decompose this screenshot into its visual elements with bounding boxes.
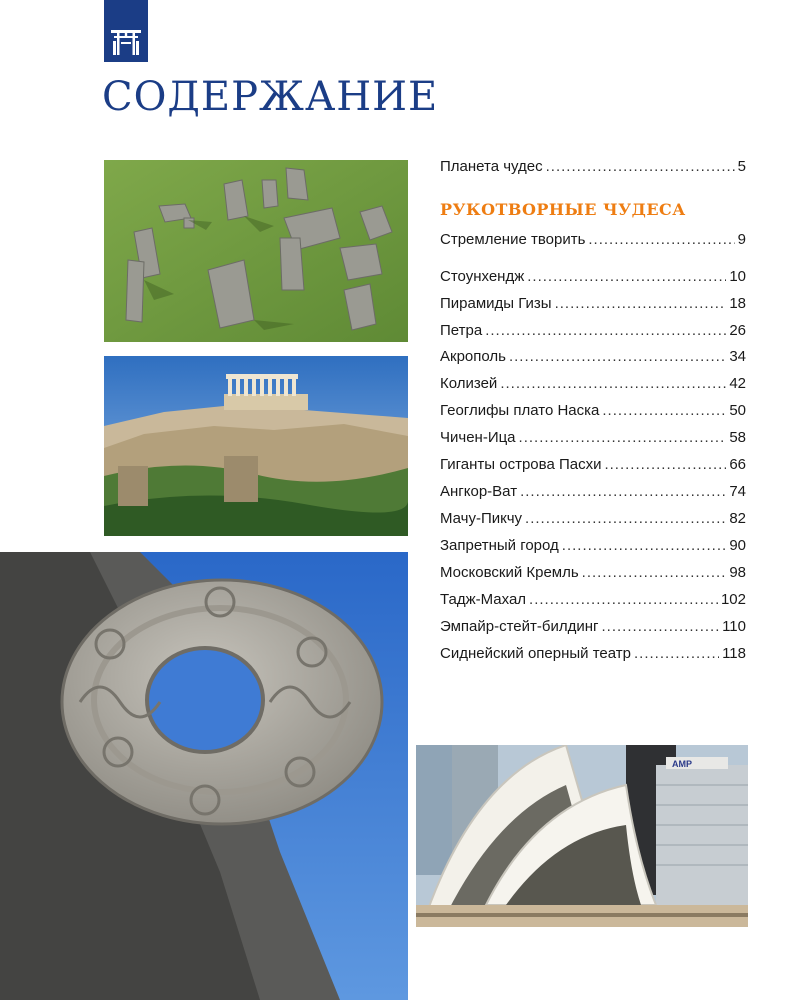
- toc-page: 10: [729, 268, 746, 285]
- toc-page: 9: [737, 231, 746, 248]
- leader-dots: [546, 158, 735, 175]
- torii-gate-icon: [110, 26, 142, 56]
- toc-label: Мачу-Пикчу: [440, 510, 523, 527]
- toc-label: Тадж-Махал: [440, 591, 527, 608]
- toc-page: 90: [729, 537, 746, 554]
- toc-label: Стремление творить: [440, 231, 586, 248]
- toc-entry[interactable]: [440, 645, 746, 665]
- sydney-opera-photo: [416, 745, 748, 927]
- leader-dots: [500, 375, 726, 392]
- toc-entry[interactable]: [440, 375, 746, 395]
- toc-page: 98: [729, 564, 746, 581]
- toc-page: 102: [720, 591, 746, 608]
- leader-dots: [529, 591, 718, 608]
- toc-label: Стоунхендж: [440, 268, 525, 285]
- leader-dots: [527, 268, 726, 285]
- section-heading: РУКОТВОРНЫЕ ЧУДЕСА: [440, 200, 686, 219]
- leader-dots: [555, 295, 727, 312]
- leader-dots: [604, 456, 726, 473]
- toc-page: 34: [729, 348, 746, 365]
- toc-label: Чичен-Ица: [440, 429, 516, 446]
- leader-dots: [520, 483, 726, 500]
- toc-entry[interactable]: [440, 322, 746, 342]
- toc-label: Геоглифы плато Наска: [440, 402, 600, 419]
- toc-label: Петра: [440, 322, 483, 339]
- stone-ring-photo: [0, 552, 408, 1000]
- toc-entry[interactable]: [440, 618, 746, 638]
- toc-page: 18: [729, 295, 746, 312]
- toc-page: 26: [729, 322, 746, 339]
- toc-entry[interactable]: [440, 591, 746, 611]
- acropolis-photo: [104, 356, 408, 536]
- leader-dots: [582, 564, 727, 581]
- toc-entry[interactable]: [440, 564, 746, 584]
- toc-label: Запретный город: [440, 537, 559, 554]
- toc-page: 82: [729, 510, 746, 527]
- toc-entry[interactable]: [440, 402, 746, 422]
- toc-label: Планета чудес: [440, 158, 543, 175]
- leader-dots: [562, 537, 727, 554]
- leader-dots: [525, 510, 726, 527]
- toc-entry-section-intro[interactable]: [440, 231, 746, 251]
- leader-dots: [485, 322, 726, 339]
- building-sign: AMP: [672, 759, 692, 769]
- toc-page: 42: [729, 375, 746, 392]
- toc-entry[interactable]: [440, 537, 746, 557]
- publisher-logo: [104, 0, 148, 62]
- toc-page: 5: [737, 158, 746, 175]
- page-title: СОДЕРЖАНИЕ: [102, 74, 439, 120]
- leader-dots: [602, 402, 726, 419]
- toc-entry[interactable]: [440, 348, 746, 368]
- toc-label: Сиднейский оперный театр: [440, 645, 631, 662]
- toc-entry[interactable]: [440, 429, 746, 449]
- toc-entry[interactable]: [440, 483, 746, 503]
- leader-dots: [634, 645, 719, 662]
- leader-dots: [519, 429, 727, 446]
- toc-label: Московский Кремль: [440, 564, 579, 581]
- toc-entry[interactable]: [440, 510, 746, 530]
- toc-label: Колизей: [440, 375, 498, 392]
- toc-entry-intro[interactable]: [440, 158, 746, 178]
- toc-label: Акрополь: [440, 348, 506, 365]
- toc-entry[interactable]: [440, 456, 746, 476]
- leader-dots: [509, 348, 726, 365]
- stonehenge-photo: [104, 160, 408, 342]
- toc-label: Эмпайр-стейт-билдинг: [440, 618, 599, 635]
- toc-label: Гиганты острова Пасхи: [440, 456, 602, 473]
- leader-dots: [588, 231, 734, 248]
- toc-page: 118: [722, 645, 746, 662]
- toc-page: 74: [729, 483, 746, 500]
- leader-dots: [602, 618, 720, 635]
- toc-page: 50: [729, 402, 746, 419]
- toc-entry[interactable]: [440, 295, 746, 315]
- toc-label: Пирамиды Гизы: [440, 295, 552, 312]
- toc-page: 110: [722, 618, 746, 635]
- toc-page: 66: [729, 456, 746, 473]
- toc-page: 58: [729, 429, 746, 446]
- toc-label: Ангкор-Ват: [440, 483, 518, 500]
- toc-entry[interactable]: [440, 268, 746, 288]
